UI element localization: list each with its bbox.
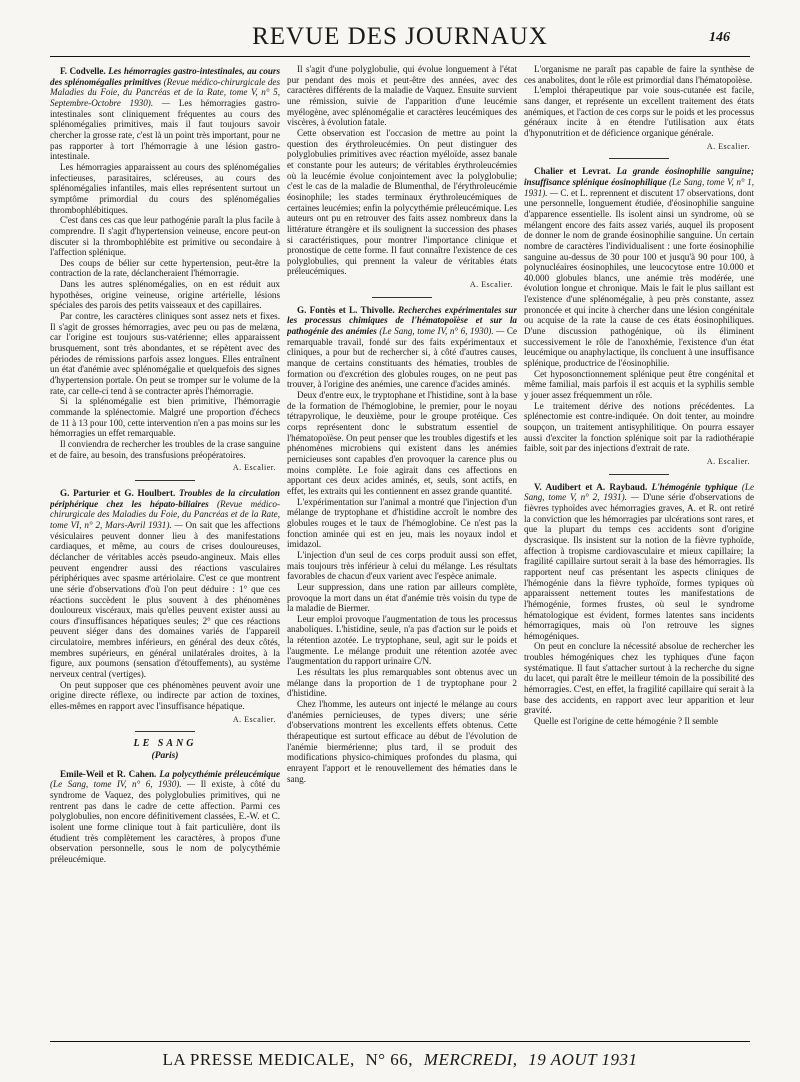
article-citation: (Le Sang, tome V, n° 2, 1931). —	[524, 481, 754, 503]
article-paragraph: L'expérimentation sur l'animal a montré que l'injection d'un mélange de tryptophane et d'histidine accroît le nombre des globules rouges et le taux de l'hémoglobine. Ce n'est pas la fonction aminée qui est en jeu, mais les noyaux indol et imidazol.	[287, 496, 517, 550]
article-divider	[135, 480, 195, 481]
article-divider	[135, 731, 195, 732]
article-paragraph: Les hémorragies gastro-intestinales sont cliniquement fréquentes au cours des splénomégalies primitives, mais il faut toujours savoir chercher la grosse rate, c'est là un point très important, pour ne pas rapporter à tort l'hémorragie à une lésion gastro-intestinale.	[50, 97, 280, 162]
article-parturier-houlbert	[50, 488, 280, 725]
article-paragraph: Ce remarquable travail, fondé sur des faits expérimentaux et cliniques, a pour but de rechercher si, à côté d'autres causes, manque de certains constituants des hématies, troubles de formation ou d'excrétion des globules rouges, on ne peut pas trouver, à l'origine des anémies, une carence d'acides aminés.	[287, 326, 517, 390]
article-emile-weil-cahen	[50, 769, 280, 865]
article-chalier-levrat	[524, 166, 754, 467]
article-paragraph: Leur emploi provoque l'augmentation de tous les processus anaboliques. L'histidine, seule, n'a pas d'action sur le poids et la rétention azotée. Le tryptophane, seul, agit sur le poids et l'augmente. Le mélange produit une rétention azotée avec l'augmentation du rapport urinaire C/N.	[287, 613, 517, 667]
column-middle	[287, 64, 517, 1034]
article-citation: (Revue médico-chirurgicale des Maladies du Foie, du Pancréas et de la Rate, tome V, n° 5, Septembre-Octobre 1930). —	[50, 76, 280, 108]
article-paragraph: L'organisme ne paraît pas capable de faire la synthèse de ces anabolites, dont le rôle est primordial dans l'hématopoïèse.	[524, 64, 754, 85]
article-paragraph: L'injection d'un seul de ces corps produit aussi son effet, mais toujours très inférieur à celui du mélange. Les résultats favorables de chacun d'eux varient avec l'espèce animale.	[287, 549, 517, 582]
article-paragraph: Les résultats les plus remarquables sont obtenus avec un mélange dans la proportion de 1 de tryptophane pour 2 d'histidine.	[287, 667, 517, 699]
article-paragraph: Cet hyposonctionnement splénique peut être congénital et même familial, mais parfois il est acquis et la syphilis semble y jouer assez fréquemment un rôle.	[524, 368, 754, 401]
article-title: L'hémogénie typhique	[651, 481, 738, 492]
article-codvelle	[50, 66, 280, 474]
article-divider	[609, 158, 669, 159]
article-signature: A. Escalier.	[469, 280, 513, 290]
article-paragraph: Il existe, à côté du syndrome de Vaquez, des polyglobulies primitives, qui ne rentrent pas dans le cadre de cette affection. Parmi ces polyglobulies, non encore définitivement classées, E.-W. et C. isolent une forme clinique tout à fait particulière, dont ils étudient très complètement les caractères, à propos d'une observation personnelle, sous le nom de polycythémie préleucémique.	[50, 779, 280, 864]
footer-line	[50, 1050, 750, 1070]
article-paragraph: L'emploi thérapeutique par voie sous-cutanée est facile, sans danger, et représente un excellent traitement des états anémiques, et l'action de ces corps sur le poids et les processus généraux incite à en étendre l'utilisation aux états d'hyponutrition et de déficience organique générale.	[524, 85, 754, 138]
article-paragraph: Chez l'homme, les auteurs ont injecté le mélange au cours d'anémies pernicieuses, de types divers; une série d'observations montrent les excellents effets obtenus. Cette thérapeutique est surtout efficace au début de l'évolution de l'anémie biermérienne; plus tard, il se produit des modifications physico-chimiques profondes du plasma, qui enrayent l'apport et le renouvellement des hématies dans le sang.	[287, 699, 517, 784]
article-paragraph: Il s'agit d'une polyglobulie, qui évolue longuement à l'état pur pendant des mois et peut-être des années, avec des caractères différents de la maladie de Vaquez. Ensuite survient une rémission, suivie de l'apparition d'une leucémie myélogène, avec splénomégalie et caractères leucémiques des viscères, à évolution fatale.	[287, 64, 517, 128]
page-footer	[50, 1041, 750, 1081]
article-paragraph: Les hémorragies apparaissent au cours des splénomégalies infectieuses, parasitaires, scléreuses, au cours des splénomégalies infantiles, mais elles représentent surtout un symptôme primordial du cours des splénomégalies thrombophlébitiques.	[50, 161, 280, 215]
article-columns	[50, 64, 754, 1034]
article-authors: G. Fontès et L. Thivolle.	[297, 304, 395, 315]
article-audibert-raybaud	[524, 482, 754, 727]
article-paragraph: Leur suppression, dans une ration par ailleurs complète, provoque la mort dans un état d'anémie très voisin du type de la maladie de Biermer.	[287, 581, 517, 614]
article-citation: (Le Sang, tome V, n° 1, 1931). —	[524, 176, 754, 198]
article-paragraph: On peut en conclure la nécessité absolue de rechercher les troubles hémogéniques chez les typhiques d'une façon systématique. Il faut s'attacher surtout à la recherche du signe du lacet, qui paraît être le meilleur témoin de la possibilité des hémorragies. C'est, en effet, la fragilité capillaire qui serait à la base des accidents, en rapport avec leur apparition et leur gravité.	[524, 641, 754, 716]
article-paragraph: C'est dans ces cas que leur pathogénie paraît la plus facile à comprendre. Il s'agit d'hypertension veineuse, encore peut-on discuter si la thrombophlébite est primitive ou secondaire à l'affection splénique.	[50, 215, 280, 258]
article-paragraph: Dans les autres splénomégalies, on en est réduit aux hypothèses, origine veineuse, origine artérielle, lésions spéciales des parois des petits vaisseaux et des capillaires.	[50, 279, 280, 311]
article-title: Les hémorragies gastro-intestinales, au cours des splénomégalies primitives	[50, 66, 280, 87]
footer-weekday: MERCREDI,	[423, 1050, 518, 1069]
article-divider	[372, 297, 432, 298]
article-paragraph: Par contre, les caractères cliniques sont assez nets et fixes. Il s'agit de grosses hémorragies, avec peu ou pas de melæna, car l'origine est toujours sus-vatérienne; elles apparaissent brusquement, sont très abondantes, et se répètent avec des périodes de rémissions parfois assez longues. Elles entraînent un état d'anémie avec splénomégalie et quelquefois des signes d'hypertension portale. On peut se tromper sur le volume de la rate, car celle-ci tend à se contracter après l'hémorragie.	[50, 311, 280, 396]
article-citation: (Le Sang, tome IV, n° 6, 1930). —	[379, 326, 505, 337]
article-signature: A. Escalier.	[232, 463, 276, 473]
article-citation: (Revue médico-chirurgicale des Maladies du Foie, du Pancréas et de la Rate, tome VI, n° 2, Mars-Avril 1931). —	[50, 498, 280, 530]
column-left	[50, 64, 280, 1034]
article-divider	[609, 474, 669, 475]
article-lead	[50, 66, 280, 162]
article-paragraph: D'une série d'observations de fièvres typhoïdes avec hémorragies graves, A. et R. ont retiré la conviction que les hémorragies par ulcérations sont rares, et que la plupart du temps ces accidents sont d'origine dyscrasique. Ils insistent sur la notion de la fièvre typhoïde, affection à tropisme cardiovasculaire et mieux capillaire; la fragilité capillaire surtout serait à la base des hémorragies. Ils rapportent neuf cas présentant les aspects cliniques de l'hémogénie dans la fièvre typhoïde, formes typiques où apparaissent nettement toutes les manifestations de l'hémogénie, formes frustes, où seul le syndrome hématologique est évident, formes latentes sans incidents hémorragiques, mais où l'on retrouve les signes hémogéniques.	[524, 492, 754, 641]
article-paragraph: C. et L. reprennent et discutent 17 observations, dont une personnelle, longuement étudiée, d'éosinophilie sanguine d'apparence essentielle. Ils isolent ainsi un syndrome, où se mélangent encore des faits assez variés, auquel ils proposent de donner le nom de grande éosinophilie sanguine. Un certain nombre de caractères l'individualisent : une forte éosinophilie sanguine au-dessus de 30 pour 100 et jusqu'à 90 pour 100, à polynucléaires éosinophiles, une leucocytose entre 10.000 et 40.000 globules blancs, une anémie très modérée, une évolution longue et chronique. Mais le fait le plus saillant est l'existence d'une splénomégalie, à peu près constante, assez prononcée et qui incite à chercher dans une lésion congénitale ou acquise de la rate la cause de ces états éosinophiliques. D'une discussion pathogénique, où ils éliminent successivement le rôle de l'anoxhémie, l'existence d'un état leucémique ou anaphylactique, ils concluent à une insuffisance splénique, productrice de l'éosinophilie.	[524, 187, 754, 369]
article-signature: A. Escalier.	[232, 714, 276, 724]
article-emile-weil-cahen-continued	[287, 64, 517, 291]
article-signature: A. Escalier.	[706, 141, 750, 151]
article-authors: G. Parturier et G. Houlbert.	[60, 487, 176, 498]
article-paragraph: Deux d'entre eux, le tryptophane et l'histidine, sont à la base de la formation de l'hémoglobine, le premier, pour le noyau tétrapyrolique, le deuxième, pour le groupe protéique. Ces corps représentent donc le substratum essentiel de l'hématopoïèse. On peut penser que les troubles digestifs et les phénomènes microbiens qui existent dans les anémies pernicieuses sont capables d'en provoquer la carence plus ou moins complète. Le foie agirait dans ces affections en apportant ces deux acides aminés, et, seuls, sont actifs, en effet, les extraits qui les contiennent en assez grande quantité.	[287, 390, 517, 496]
section-subheading: (Paris)	[151, 751, 179, 762]
article-citation: (Le Sang, tome IV, n° 6, 1930). —	[50, 779, 196, 790]
article-authors: V. Audibert et A. Raybaud.	[534, 481, 648, 492]
article-title: La grande éosinophilie sanguine; insuffisance splénique éosinophilique	[524, 166, 754, 187]
journal-title: REVUE DES JOURNAUX	[252, 23, 548, 50]
article-paragraph: Il conviendra de rechercher les troubles de la crase sanguine et de faire, au besoin, des transfusions préopératoires.	[50, 438, 280, 460]
article-fontes-thivolle	[287, 305, 517, 785]
article-authors: Emile-Weil et R. Cahen.	[60, 768, 157, 779]
footer-publication: LA PRESSE MEDICALE,	[162, 1050, 355, 1069]
article-authors: F. Codvelle.	[60, 66, 106, 76]
page-header	[0, 0, 800, 58]
article-paragraph: On peut supposer que ces phénomènes peuvent avoir une origine directe réflexe, ou indirecte par action de toxines, elles-mêmes en rapport avec l'insuffisance hépatique.	[50, 679, 280, 712]
article-paragraph: Quelle est l'origine de cette hémogénie ? Il semble	[534, 716, 719, 727]
article-lead	[50, 769, 280, 865]
page-number: 146	[709, 30, 730, 45]
article-lead	[524, 166, 754, 368]
article-lead	[524, 482, 754, 642]
footer-date: 19 AOUT 1931	[528, 1050, 638, 1069]
header-rule	[50, 56, 750, 57]
article-lead	[287, 305, 517, 390]
article-authors: Chalier et Levrat.	[534, 166, 611, 177]
article-signature: A. Escalier.	[706, 456, 750, 466]
footer-rule	[50, 1041, 750, 1042]
article-title: Troubles de la circulation périphérique chez les hépato-biliaires	[50, 487, 280, 509]
article-title: La polycythémie préleucémique	[159, 768, 280, 779]
article-title: Recherches expérimentales sur les processus chimiques de l'hématopoïèse et sur la pathogénie des anémies	[287, 304, 517, 337]
section-heading: LE SANG	[133, 738, 197, 750]
article-fontes-thivolle-continued	[524, 64, 754, 152]
footer-issue: N° 66,	[365, 1050, 414, 1069]
article-paragraph: Si la splénomégalie est bien primitive, l'hémorragie commande la splénectomie. Malgré une proportion d'échecs de 11 à 13 pour 100, cette intervention n'en a pas moins sur les hémorragies un effet remarquable.	[50, 396, 280, 439]
article-paragraph: On sait que les affections vésiculaires peuvent donner lieu à des manifestations cardiaques, et même, au cours de crises douloureuses, déclancher de véritables accès pseudo-angineux. Mais elles peuvent engendrer aussi des réactions vasculaires périphériques avec spasme artériolaire. C'est ce que montrent une série d'observations d'où l'on peut déduire : 1° que ces réactions succèdent le plus souvent à des phénomènes douloureux viscéraux, mais qu'elles peuvent exister aussi au cours d'insuffisances hépatiques seules; 2° que ces réactions peuvent siéger dans des domaines variés de l'appareil circulatoire, membres inférieurs, en général des deux côtés, membres supérieurs, en général unilatérales droites, à la figure, aux poumons (sensation d'étouffements), au système nerveux central (vertiges).	[50, 519, 280, 680]
article-lead	[50, 488, 280, 680]
column-right	[524, 64, 754, 1034]
article-paragraph: Des coups de bélier sur cette hypertension, peut-être la contraction de la rate, déclancheraient l'hémorragie.	[50, 257, 280, 279]
article-paragraph: Cette observation est l'occasion de mettre au point la question des érythroleucémies. On peut distinguer des polyglobulies primitives avec réaction myéloïde, assez banale et constante pour les auteurs; de véritables érythroleucémies où la leucémie évolue conjointement avec la polyglobulie; c'est le cas de la maladie de Blumenthal, de l'érythroleucémie éosinophile; les stades terminaux érythroleucémiques de certaines leucémies; enfin la polycythémie préleucémique. Les auteurs ont pu en retrouver des faits assez nombreux dans la littérature étrangère et ils soulignent la succession des phases si caractéristiques, pour montrer l'importance clinique et pronostique de cette forme. Il faut connaître l'existence de ces polyglobulies, qui prennent la valeur de véritables états préleucémiques.	[287, 127, 517, 277]
article-paragraph: Le traitement dérive des notions précédentes. La splénectomie est contre-indiquée. On doit tenter, au moindre soupçon, un traitement antisyphilitique. On pourra essayer aussi d'exciter la fonction splénique soit par la radiothérapie faible, soit par des injections d'extrait de rate.	[524, 400, 754, 454]
